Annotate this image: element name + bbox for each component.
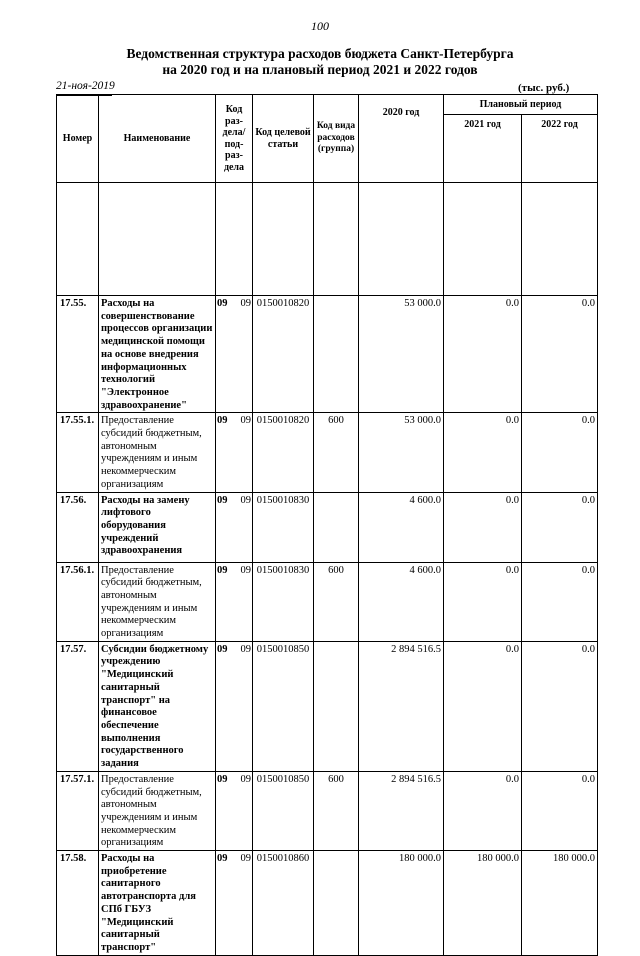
row-section-code <box>216 413 253 492</box>
row-section: 09 <box>217 494 228 506</box>
row-expense-type: 600 <box>314 413 359 492</box>
row-2020: 4 600.0 <box>359 492 444 562</box>
row-target-code: 0150010820 <box>253 296 314 413</box>
row-subsection: 09 <box>240 853 251 865</box>
page-number: 100 <box>311 19 329 33</box>
row-expense-type: 600 <box>314 562 359 641</box>
row-name: Субсидии бюджетному учреждению "Медицинский санитарный транспорт" на финансовое обеспечение выполнения государственного задания <box>99 641 216 771</box>
row-section: 09 <box>217 298 228 309</box>
document-date: 21-ноя-2019 <box>56 80 115 92</box>
header-name: Наименование <box>99 95 216 183</box>
row-target-code: 0150010830 <box>253 562 314 641</box>
row-section-code <box>216 296 253 413</box>
row-target-code: 0150010820 <box>253 413 314 492</box>
table-row <box>57 296 598 413</box>
row-2020: 4 600.0 <box>359 562 444 641</box>
table-row <box>57 641 598 771</box>
row-2021: 0.0 <box>444 641 522 771</box>
title-line-2: на 2020 год и на плановый период 2021 и 2022 годов <box>162 62 478 77</box>
row-section: 09 <box>217 643 228 655</box>
row-2022: 0.0 <box>522 492 598 562</box>
row-number: 17.56.1. <box>57 562 99 641</box>
row-2022: 0.0 <box>522 562 598 641</box>
row-2022: 0.0 <box>522 413 598 492</box>
row-2022: 180 000.0 <box>522 851 598 956</box>
budget-table <box>56 94 598 956</box>
row-2021: 0.0 <box>444 562 522 641</box>
row-name: Предоставление субсидий бюджетным, автономным учреждениям и иным некоммерческим организациям <box>99 771 216 850</box>
table-row <box>57 413 598 492</box>
row-2020: 53 000.0 <box>359 296 444 413</box>
header-section: Код раз- дела/ под- раз- дела <box>216 95 253 183</box>
row-subsection: 09 <box>240 298 251 309</box>
row-name: Предоставление субсидий бюджетным, автономным учреждениям и иным некоммерческим организациям <box>99 562 216 641</box>
row-number: 17.55.1. <box>57 413 99 492</box>
row-subsection: 09 <box>240 773 251 785</box>
header-target: Код целевой статьи <box>253 95 314 183</box>
row-2022: 0.0 <box>522 771 598 850</box>
row-subsection: 09 <box>240 643 251 655</box>
row-name: Расходы на приобретение санитарного автотранспорта для СПб ГБУЗ "Медицинский санитарный транспорт" <box>99 851 216 956</box>
row-expense-type <box>314 851 359 956</box>
row-section-code <box>216 641 253 771</box>
row-number: 17.57. <box>57 641 99 771</box>
row-name: Расходы на замену лифтового оборудования учреждений здравоохранения <box>99 492 216 562</box>
row-number: 17.58. <box>57 851 99 956</box>
row-target-code: 0150010830 <box>253 492 314 562</box>
row-section: 09 <box>217 564 228 576</box>
row-section: 09 <box>217 773 228 785</box>
row-2021: 180 000.0 <box>444 851 522 956</box>
row-expense-type <box>314 492 359 562</box>
table-row <box>57 851 598 956</box>
row-target-code: 0150010860 <box>253 851 314 956</box>
row-2021: 0.0 <box>444 771 522 850</box>
row-section-code <box>216 771 253 850</box>
table-row <box>57 562 598 641</box>
row-subsection: 09 <box>240 494 251 506</box>
row-2021: 0.0 <box>444 296 522 413</box>
row-name: Предоставление субсидий бюджетным, автономным учреждениям и иным некоммерческим организациям <box>99 413 216 492</box>
table-body <box>57 183 598 956</box>
row-section-code <box>216 851 253 956</box>
row-2020: 2 894 516.5 <box>359 771 444 850</box>
table-row <box>57 492 598 562</box>
spacer-row <box>57 183 598 296</box>
row-number: 17.55. <box>57 296 99 413</box>
row-target-code: 0150010850 <box>253 641 314 771</box>
header-2021: 2021 год <box>444 115 522 183</box>
row-2020: 2 894 516.5 <box>359 641 444 771</box>
row-expense-type: 600 <box>314 771 359 850</box>
header-expense-type: Код вида расходов (группа) <box>314 95 359 183</box>
header-number: Номер <box>57 95 99 183</box>
row-section-code <box>216 562 253 641</box>
units-label: (тыс. руб.) <box>518 82 570 94</box>
header-2020: 2020 год <box>359 95 444 183</box>
row-subsection: 09 <box>240 564 251 576</box>
row-section: 09 <box>217 853 228 865</box>
row-expense-type <box>314 641 359 771</box>
row-2020: 180 000.0 <box>359 851 444 956</box>
row-2020: 53 000.0 <box>359 413 444 492</box>
header-planned-period: Плановый период <box>444 95 598 115</box>
row-2021: 0.0 <box>444 413 522 492</box>
title-line-1: Ведомственная структура расходов бюджета Санкт-Петербурга <box>126 46 514 61</box>
row-2021: 0.0 <box>444 492 522 562</box>
row-number: 17.57.1. <box>57 771 99 850</box>
row-target-code: 0150010850 <box>253 771 314 850</box>
header-2022: 2022 год <box>522 115 598 183</box>
row-expense-type <box>314 296 359 413</box>
row-name: Расходы на совершенствование процессов организации медицинской помощи на основе внедрения информационных технологий "Электронное здравоохранение" <box>99 296 216 413</box>
row-2022: 0.0 <box>522 296 598 413</box>
row-subsection: 09 <box>240 415 251 427</box>
row-2022: 0.0 <box>522 641 598 771</box>
row-section-code <box>216 492 253 562</box>
row-section: 09 <box>217 415 228 427</box>
table-row <box>57 771 598 850</box>
document-title <box>0 46 640 78</box>
row-number: 17.56. <box>57 492 99 562</box>
